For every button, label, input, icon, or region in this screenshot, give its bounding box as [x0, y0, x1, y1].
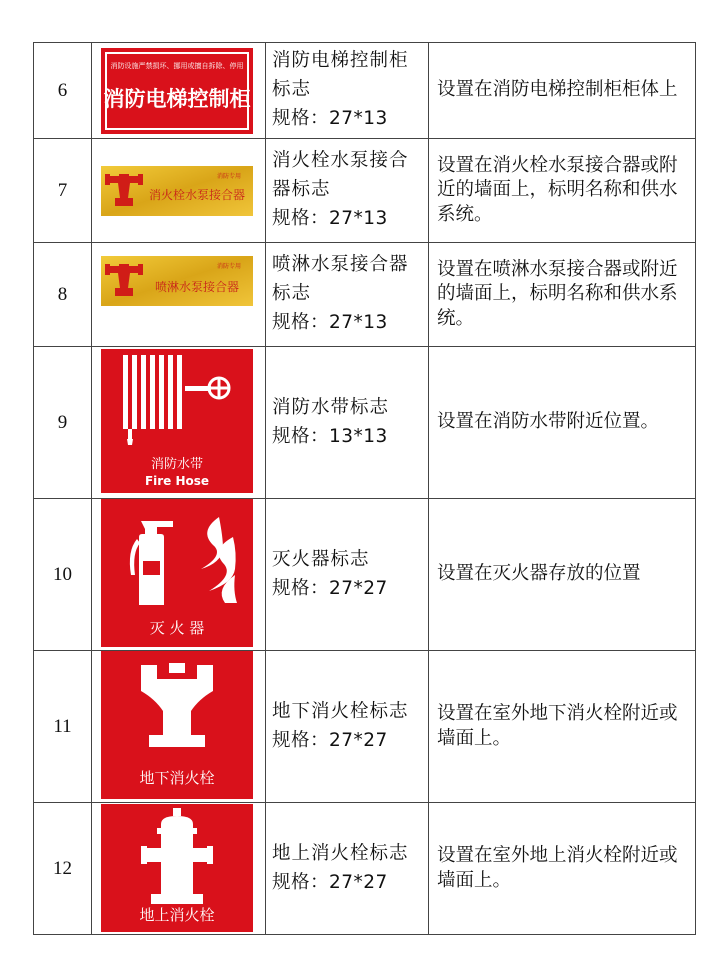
- sign-spec: 规格：27*13: [272, 107, 388, 129]
- sprinkler-pump-connector-sign: [101, 256, 253, 306]
- sign-main-text: 消火栓水泵接合器: [148, 188, 246, 202]
- sign-image-cell: [92, 499, 266, 651]
- sign-name: 喷淋水泵接合器标志: [272, 254, 409, 305]
- row-number: 11: [34, 651, 92, 803]
- sign-spec: 规格：27*27: [272, 729, 388, 751]
- row-number: 9: [34, 347, 92, 499]
- sign-description: 设置在消防水带附近位置。: [429, 347, 696, 499]
- sign-name: 消火栓水泵接合器标志: [272, 150, 409, 201]
- sign-name-cell: [266, 499, 429, 651]
- hydrant-pump-connector-sign: [101, 166, 253, 216]
- sign-name: 消防水带标志: [272, 396, 390, 418]
- sign-name-cell: [266, 651, 429, 803]
- sign-name: 灭火器标志: [272, 548, 370, 570]
- sign-main-text: 喷淋水泵接合器: [154, 280, 240, 294]
- sign-name-cell: [266, 347, 429, 499]
- sign-image-cell: [92, 139, 266, 243]
- sign-corner-text: 消防专用: [216, 173, 242, 180]
- sign-name-cell: [266, 243, 429, 347]
- sign-main-text: 地上消火栓: [139, 906, 215, 924]
- row-number: 6: [34, 43, 92, 139]
- sign-description: 设置在消防电梯控制柜柜体上: [429, 43, 696, 139]
- sign-name: 消防电梯控制柜标志: [272, 50, 409, 101]
- sign-image-cell: [92, 43, 266, 139]
- sign-image-cell: [92, 243, 266, 347]
- table-row: [34, 43, 696, 139]
- underground-hydrant-sign: [101, 651, 253, 799]
- table-row: [34, 651, 696, 803]
- table-row: [34, 499, 696, 651]
- sign-main-text: 灭 火 器: [149, 619, 205, 637]
- row-number: 7: [34, 139, 92, 243]
- sign-spec: 规格：27*27: [272, 577, 388, 599]
- sign-name: 地上消火栓标志: [272, 842, 409, 864]
- sign-main-text: 消防水带: [150, 457, 204, 472]
- sign-spec: 规格：27*13: [272, 207, 388, 229]
- table-row: [34, 243, 696, 347]
- fire-hose-sign: [101, 349, 253, 493]
- sign-description: 设置在室外地上消火栓附近或墙面上。: [429, 803, 696, 935]
- table-row: [34, 803, 696, 935]
- row-number: 8: [34, 243, 92, 347]
- sign-description: 设置在灭火器存放的位置: [429, 499, 696, 651]
- aboveground-hydrant-sign: [101, 804, 253, 932]
- sign-sub-text: Fire Hose: [144, 474, 210, 488]
- sign-corner-text: 消防专用: [216, 263, 242, 270]
- sign-small-text: 消防设施严禁损坏、挪用或擅自拆除、停用: [110, 62, 244, 70]
- sign-name-cell: [266, 43, 429, 139]
- sign-spec: 规格：13*13: [272, 425, 388, 447]
- sign-description: 设置在喷淋水泵接合器或附近的墙面上，标明名称和供水系统。: [429, 243, 696, 347]
- sign-description: 设置在消火栓水泵接合器或附近的墙面上，标明名称和供水系统。: [429, 139, 696, 243]
- sign-name: 地下消火栓标志: [272, 700, 409, 722]
- sign-image-cell: [92, 347, 266, 499]
- sign-spec: 规格：27*13: [272, 311, 388, 333]
- sign-image-cell: [92, 651, 266, 803]
- elevator-control-cabinet-sign: [101, 48, 253, 134]
- sign-spec: 规格：27*27: [272, 871, 388, 893]
- row-number: 10: [34, 499, 92, 651]
- sign-main-text: 消防电梯控制柜: [103, 87, 251, 111]
- sign-name-cell: [266, 803, 429, 935]
- sign-description: 设置在室外地下消火栓附近或墙面上。: [429, 651, 696, 803]
- sign-image-cell: [92, 803, 266, 935]
- sign-main-text: 地下消火栓: [139, 769, 215, 787]
- table-row: [34, 139, 696, 243]
- fire-extinguisher-sign: [101, 499, 253, 647]
- table-row: [34, 347, 696, 499]
- row-number: 12: [34, 803, 92, 935]
- sign-name-cell: [266, 139, 429, 243]
- fire-signs-table: [33, 42, 696, 935]
